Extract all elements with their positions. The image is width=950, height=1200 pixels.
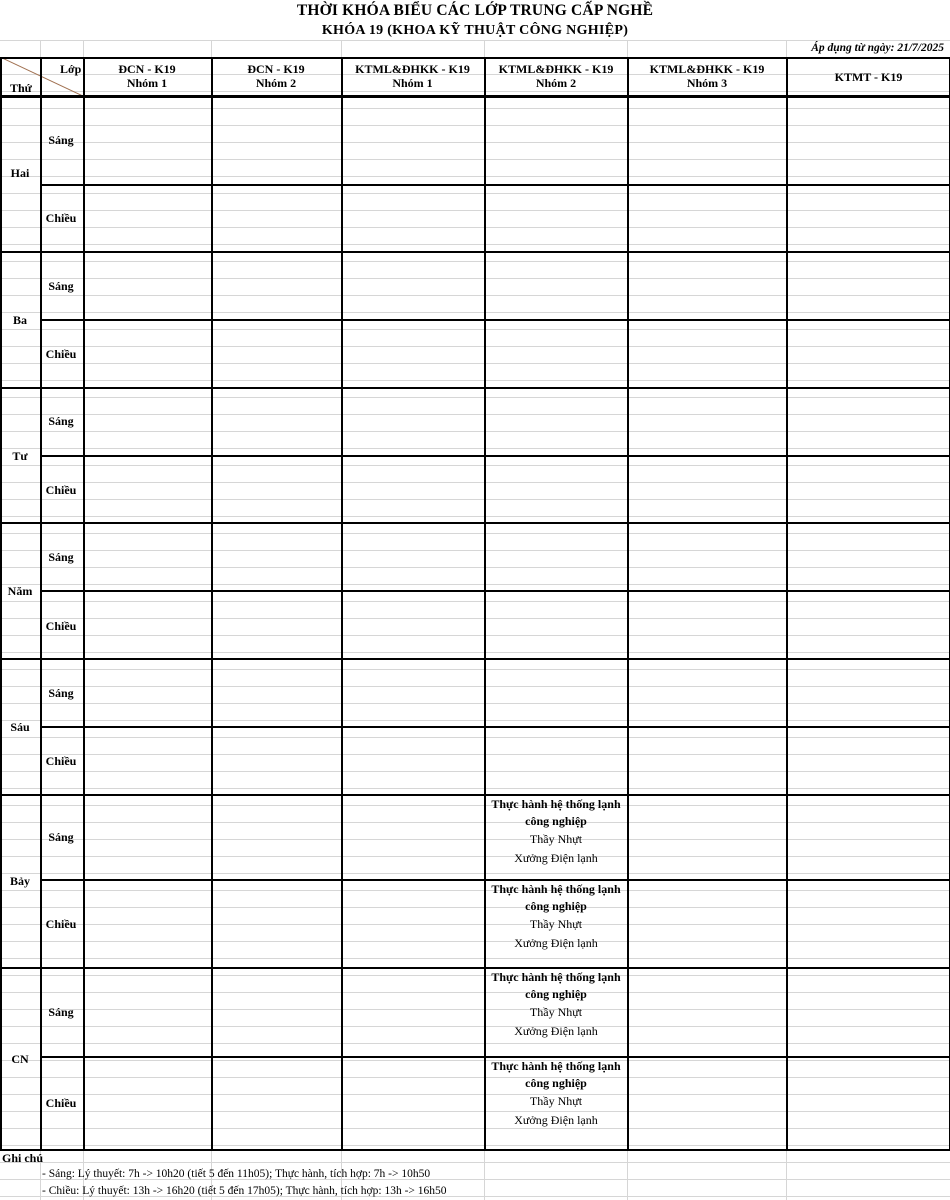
session-label-afternoon: Chiều xyxy=(45,754,77,768)
grid-line xyxy=(0,839,950,840)
grid-line xyxy=(0,108,950,109)
session-label-morning: Sáng xyxy=(48,1005,74,1019)
grid-line xyxy=(0,380,950,381)
class-name: KTMT - K19 xyxy=(834,70,903,84)
grid-line xyxy=(0,856,950,857)
session-label-afternoon: Chiều xyxy=(45,1096,77,1110)
grid-line xyxy=(0,1094,950,1095)
border-line xyxy=(786,57,788,1149)
grid-line xyxy=(0,397,950,398)
border-line xyxy=(484,57,486,1149)
grid-line xyxy=(0,975,950,976)
schedule-entry[interactable] xyxy=(485,881,627,953)
grid-line xyxy=(0,312,950,313)
notes-title: Ghi chú xyxy=(2,1151,44,1165)
grid-line xyxy=(0,890,950,891)
grid-line xyxy=(0,482,950,483)
grid-line xyxy=(0,261,950,262)
day-label: Tư xyxy=(12,449,28,463)
grid-line xyxy=(0,550,950,551)
grid-line xyxy=(0,91,950,92)
session-label-morning: Sáng xyxy=(48,550,74,564)
class-group: Nhóm 1 xyxy=(392,76,433,90)
grid-line xyxy=(0,516,950,517)
class-name: ĐCN - K19 xyxy=(118,62,176,76)
session-label-afternoon: Chiều xyxy=(45,347,77,361)
entry-teacher: Thầy Nhựt xyxy=(529,832,583,846)
grid-line xyxy=(786,1150,787,1200)
border-line xyxy=(0,96,950,98)
entry-teacher: Thầy Nhựt xyxy=(529,1005,583,1019)
grid-line xyxy=(0,329,950,330)
grid-line xyxy=(0,873,950,874)
grid-line xyxy=(0,227,950,228)
border-line xyxy=(40,879,950,881)
grid-line xyxy=(0,363,950,364)
day-label: CN xyxy=(11,1052,29,1066)
grid-line xyxy=(0,159,950,160)
entry-subject: Thực hành hệ thống lạnh công nghiệp xyxy=(491,970,621,1001)
note-line: - Chiều: Lý thuyết: 13h -> 16h20 (tiết 5 đến 17h05); Thực hành, tích hợp: 13h -> 16h50 xyxy=(42,1185,447,1197)
grid-line xyxy=(0,907,950,908)
entry-teacher: Thầy Nhựt xyxy=(529,917,583,931)
entry-subject: Thực hành hệ thống lạnh công nghiệp xyxy=(491,1059,621,1090)
schedule-entry[interactable] xyxy=(485,796,627,868)
border-line xyxy=(0,57,2,1149)
border-line xyxy=(40,57,42,1149)
border-line xyxy=(0,967,950,969)
grid-line xyxy=(0,584,950,585)
border-line xyxy=(341,57,343,1149)
grid-line xyxy=(341,40,342,57)
border-line xyxy=(0,522,950,524)
schedule-entry[interactable] xyxy=(485,1058,627,1130)
day-label: Sáu xyxy=(10,720,30,734)
grid-line xyxy=(0,193,950,194)
class-group: Nhóm 1 xyxy=(126,76,168,90)
entry-subject: Thực hành hệ thống lạnh công nghiệp xyxy=(491,882,621,913)
grid-line xyxy=(0,941,950,942)
page-subtitle: KHÓA 19 (KHOA KỸ THUẬT CÔNG NGHIỆP) xyxy=(321,23,629,38)
grid-line xyxy=(0,176,950,177)
border-line xyxy=(0,57,950,59)
grid-line xyxy=(0,771,950,772)
session-label-morning: Sáng xyxy=(48,279,74,293)
class-name: KTML&ĐHKK - K19 xyxy=(649,62,765,76)
grid-line xyxy=(0,992,950,993)
border-line xyxy=(0,658,950,660)
class-header xyxy=(212,62,340,90)
grid-line xyxy=(0,805,950,806)
grid-line xyxy=(40,40,41,57)
session-label-morning: Sáng xyxy=(48,830,74,844)
grid-line xyxy=(0,278,950,279)
corner-label-class: Lớp xyxy=(60,62,82,76)
schedule-entry[interactable] xyxy=(485,969,627,1041)
grid-line xyxy=(0,499,950,500)
session-label-afternoon: Chiều xyxy=(45,917,77,931)
session-label-afternoon: Chiều xyxy=(45,619,77,633)
session-label-morning: Sáng xyxy=(48,686,74,700)
grid-line xyxy=(0,924,950,925)
grid-line xyxy=(0,1111,950,1112)
grid-line xyxy=(0,1145,950,1146)
grid-line xyxy=(0,1077,950,1078)
day-label: Năm xyxy=(7,584,33,598)
grid-line xyxy=(627,1150,628,1200)
border-line xyxy=(40,184,950,186)
grid-line xyxy=(0,142,950,143)
grid-line xyxy=(83,40,84,57)
entry-room: Xưởng Điện lạnh xyxy=(514,1113,598,1127)
border-line xyxy=(83,57,85,1149)
border-line xyxy=(40,726,950,728)
border-line xyxy=(0,251,950,253)
grid-line xyxy=(0,295,950,296)
grid-line xyxy=(0,125,950,126)
grid-line xyxy=(0,1026,950,1027)
applied-date: Áp dụng từ ngày: 21/7/2025 xyxy=(811,42,944,54)
grid-line xyxy=(0,720,950,721)
grid-line xyxy=(0,1162,950,1163)
class-group: Nhóm 2 xyxy=(535,76,577,90)
grid-line xyxy=(0,635,950,636)
border-line xyxy=(40,455,950,457)
session-label-morning: Sáng xyxy=(48,414,74,428)
class-header xyxy=(628,62,786,90)
class-header xyxy=(83,62,211,90)
day-label: Bảy xyxy=(9,874,30,888)
grid-line xyxy=(786,40,787,57)
class-name: ĐCN - K19 xyxy=(247,62,305,76)
border-line xyxy=(40,319,950,321)
session-label-morning: Sáng xyxy=(48,133,74,147)
grid-line xyxy=(211,40,212,57)
border-line xyxy=(0,1149,950,1151)
session-label-afternoon: Chiều xyxy=(45,483,77,497)
corner-label-day: Thứ xyxy=(10,81,32,95)
grid-line xyxy=(0,448,950,449)
class-header xyxy=(485,62,627,90)
grid-line xyxy=(484,40,485,57)
border-line xyxy=(0,794,950,796)
border-line xyxy=(0,387,950,389)
class-name: KTML&ĐHKK - K19 xyxy=(355,62,470,76)
note-line: - Sáng: Lý thuyết: 7h -> 10h20 (tiết 5 đến 11h05); Thực hành, tích hợp: 7h -> 10h50 xyxy=(42,1168,431,1180)
entry-room: Xưởng Điện lạnh xyxy=(514,936,598,950)
grid-line xyxy=(484,1150,485,1200)
grid-line xyxy=(0,40,950,41)
grid-line xyxy=(0,686,950,687)
grid-line xyxy=(0,1009,950,1010)
grid-line xyxy=(0,788,950,789)
grid-line xyxy=(0,1043,950,1044)
entry-subject: Thực hành hệ thống lạnh công nghiệp xyxy=(491,797,621,828)
day-label: Hai xyxy=(10,166,30,180)
border-line xyxy=(40,1056,950,1058)
class-header xyxy=(787,70,950,84)
grid-line xyxy=(0,737,950,738)
grid-line xyxy=(0,567,950,568)
grid-line xyxy=(0,210,950,211)
grid-line xyxy=(0,533,950,534)
grid-line xyxy=(0,618,950,619)
grid-line xyxy=(0,669,950,670)
page-title: THỜI KHÓA BIỂU CÁC LỚP TRUNG CẤP NGHỀ xyxy=(296,2,654,19)
grid-line xyxy=(0,1060,950,1061)
entry-teacher: Thầy Nhựt xyxy=(529,1094,583,1108)
grid-line xyxy=(0,244,950,245)
border-line xyxy=(627,57,629,1149)
border-line xyxy=(211,57,213,1149)
class-name: KTML&ĐHKK - K19 xyxy=(498,62,614,76)
grid-line xyxy=(0,652,950,653)
class-header xyxy=(341,62,484,90)
grid-line xyxy=(0,601,950,602)
day-label: Ba xyxy=(12,313,27,327)
class-group: Nhóm 2 xyxy=(255,76,297,90)
border-line xyxy=(40,590,950,592)
grid-line xyxy=(0,431,950,432)
grid-line xyxy=(627,40,628,57)
entry-room: Xưởng Điện lạnh xyxy=(514,1024,598,1038)
grid-line xyxy=(0,822,950,823)
entry-room: Xưởng Điện lạnh xyxy=(514,851,598,865)
grid-line xyxy=(0,1128,950,1129)
grid-line xyxy=(0,703,950,704)
grid-line xyxy=(0,465,950,466)
session-label-afternoon: Chiều xyxy=(45,211,77,225)
class-group: Nhóm 3 xyxy=(686,76,728,90)
grid-line xyxy=(0,346,950,347)
grid-line xyxy=(0,754,950,755)
grid-line xyxy=(0,414,950,415)
grid-line xyxy=(0,958,950,959)
